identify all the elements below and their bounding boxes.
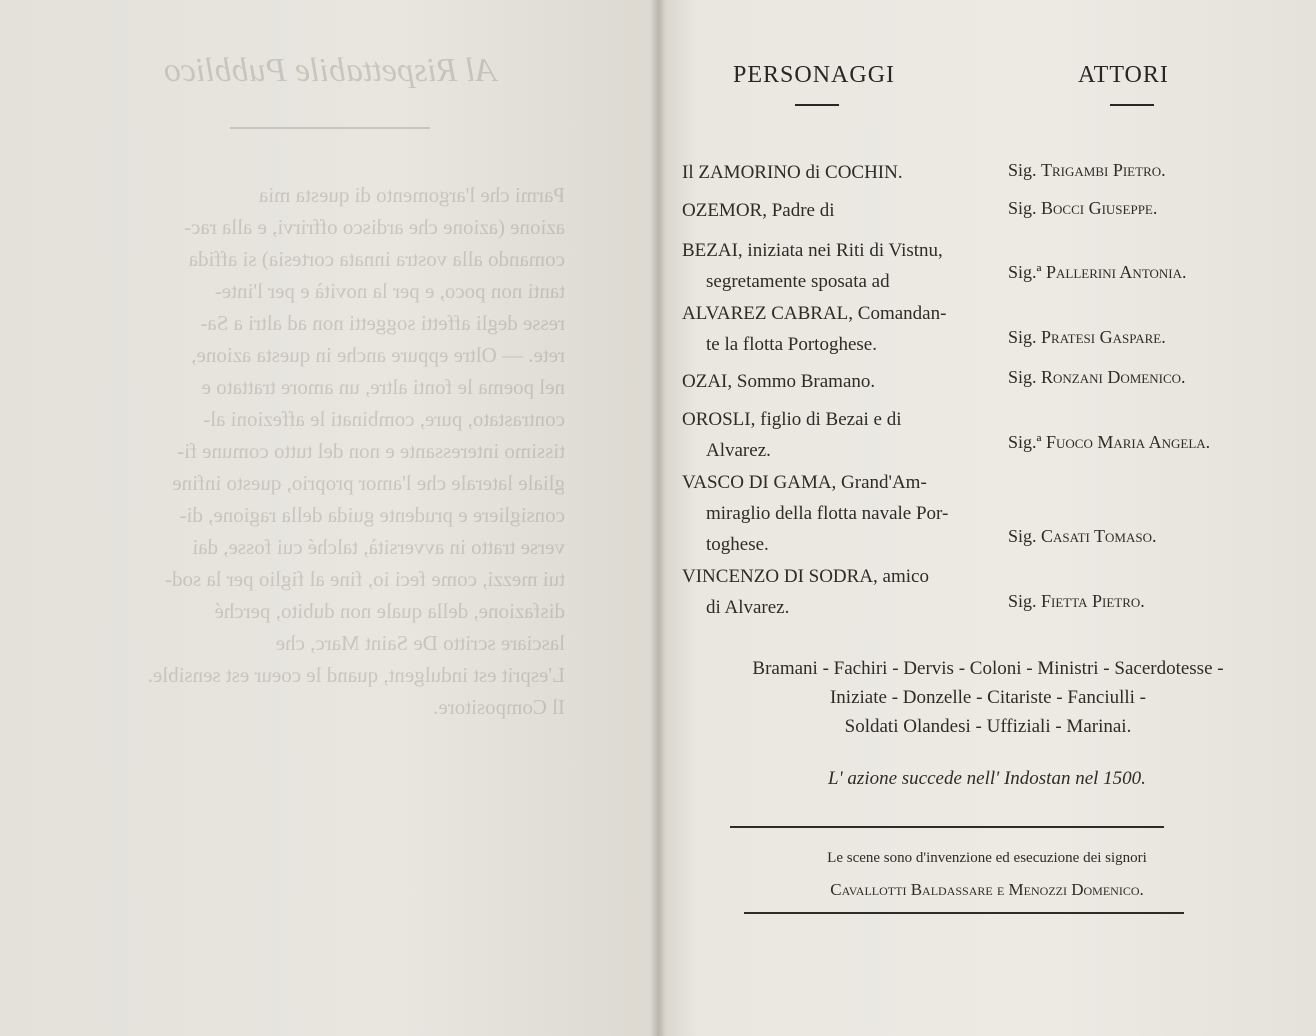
chorus-list [678, 654, 1298, 741]
role-entry [682, 467, 1002, 560]
book-gutter [650, 0, 666, 1036]
actor-entry [1008, 262, 1187, 283]
bleed-line: contrastato, pure, combinati le affezioni al- [203, 407, 565, 431]
actor-entry [1008, 432, 1210, 453]
actor-prefix: Sig. [1008, 327, 1037, 347]
bleed-title: Al Rispettabile Pubblico [163, 52, 497, 89]
role-line: ALVAREZ CABRAL, Comandan- [682, 303, 947, 324]
role-entry [682, 157, 1002, 188]
bleed-line: nel poema le fonti altre, un amore trattato e [201, 375, 565, 399]
bleed-line: azione (azione che ardisco offrirvi, e alla rac- [184, 215, 565, 239]
role-entry [682, 235, 1002, 297]
bleed-line: lasciare scritto De Saint Marc, che [275, 631, 565, 655]
role-line: OROSLI, figlio di Bezai e di [682, 409, 902, 430]
header-attori [1078, 62, 1169, 89]
role-entry [682, 366, 1002, 397]
role-line: OZEMOR, Padre di [682, 200, 835, 221]
actor-prefix: Sig.ª [1008, 262, 1042, 282]
actor-name: Pratesi Gaspare. [1041, 327, 1166, 347]
bleed-line: tui mezzi, come feci io, fine al figlio per la sod- [164, 567, 565, 591]
actor-prefix: Sig. [1008, 591, 1037, 611]
actor-entry [1008, 367, 1186, 388]
bleed-lines [95, 179, 565, 723]
role-line: te la flotta Portoghese. [706, 334, 877, 355]
scene-credit [658, 842, 1316, 906]
actor-name: Pallerini Antonia. [1045, 262, 1187, 282]
scene-credit-line1: Le scene sono d'invenzione ed esecuzione dei signori [827, 850, 1147, 866]
actor-name: Bocci Giuseppe. [1041, 198, 1158, 218]
role-entry [682, 404, 1002, 466]
role-line: Alvarez. [706, 440, 771, 461]
actor-prefix: Sig. [1008, 160, 1037, 180]
header-attori-rule [1110, 104, 1154, 106]
actor-prefix: Sig. [1008, 367, 1037, 387]
header-personaggi-label: PERSONAGGI [733, 62, 896, 88]
actor-entry [1008, 327, 1166, 348]
bleed-through-text [95, 52, 565, 723]
bleed-line: gliale laterale che l'amor proprio, questo infine [172, 471, 565, 495]
actor-prefix: Sig. [1008, 198, 1037, 218]
actor-entry [1008, 526, 1156, 547]
bleed-line: comando alla vostra innata cortesia) si affida [188, 247, 565, 271]
role-line: miraglio della flotta navale Por- [706, 503, 949, 524]
bleed-line: tissimo interessante e non del tutto comune fi- [177, 439, 565, 463]
actor-entry [1008, 198, 1157, 219]
role-line: OZAI, Sommo Bramano. [682, 371, 876, 392]
setting-note: L' azione succede nell' Indostan nel 1500. [828, 768, 1146, 789]
chorus-line: Bramani - Fachiri - Dervis - Coloni - Ministri - Sacerdotesse - [752, 658, 1224, 679]
role-entry [682, 195, 1002, 226]
role-line: VASCO DI GAMA, Grand'Am- [682, 472, 927, 493]
chorus-line: Soldati Olandesi - Uffiziali - Marinai. [844, 716, 1132, 737]
actor-prefix: Sig.ª [1008, 432, 1042, 452]
header-personaggi-rule [795, 104, 839, 106]
actor-name: Fietta Pietro. [1041, 591, 1145, 611]
top-rule [730, 826, 1164, 828]
bleed-rule [230, 127, 430, 129]
bleed-line: consigliere e prudente guida della ragione, di- [179, 503, 565, 527]
role-entry [682, 298, 1002, 360]
bleed-line: tanti non poco, e per la novità e per l'inte- [214, 279, 565, 303]
role-line: BEZAI, iniziata nei Riti di Vistnu, [682, 240, 943, 261]
actor-name: Casati Tomaso. [1041, 526, 1157, 546]
bleed-line: Parmi che l'argomento di questa mia [258, 183, 565, 207]
actor-name: Ronzani Domenico. [1041, 367, 1186, 387]
bleed-line: rete. — Oltre eppure anche in questa azione, [191, 343, 565, 367]
actor-entry [1008, 591, 1145, 612]
actor-name: Trigambi Pietro. [1041, 160, 1166, 180]
role-line: segretamente sposata ad [706, 271, 890, 292]
role-line: toghese. [706, 534, 769, 555]
role-entry [682, 561, 1002, 623]
header-personaggi [733, 62, 895, 89]
actor-name: Fuoco Maria Angela. [1045, 432, 1211, 452]
bleed-line: L'esprit est indulgent, quand le coeur est sensible. [147, 663, 565, 687]
role-line: di Alvarez. [706, 597, 790, 618]
bleed-line: Il Compositore. [433, 695, 565, 719]
bleed-line: verse tratto in avversità, talché cui fosse, dai [192, 535, 565, 559]
chorus-line: Iniziate - Donzelle - Citariste - Fanciulli - [829, 687, 1147, 708]
role-line: Il ZAMORINO di COCHIN. [682, 162, 903, 183]
bottom-rule [744, 912, 1184, 914]
scene-credit-line2: Cavallotti Baldassare e Menozzi Domenico. [830, 880, 1144, 899]
bleed-line: disfazione, della quale non dubito, perché [214, 599, 565, 623]
actor-prefix: Sig. [1008, 526, 1037, 546]
role-line: VINCENZO DI SODRA, amico [682, 566, 929, 587]
header-attori-label: ATTORI [1078, 62, 1169, 88]
right-page [658, 0, 1316, 1036]
bleed-line: resse degli affetti soggetti non ad altri a Sa- [200, 311, 565, 335]
actor-entry [1008, 160, 1166, 181]
